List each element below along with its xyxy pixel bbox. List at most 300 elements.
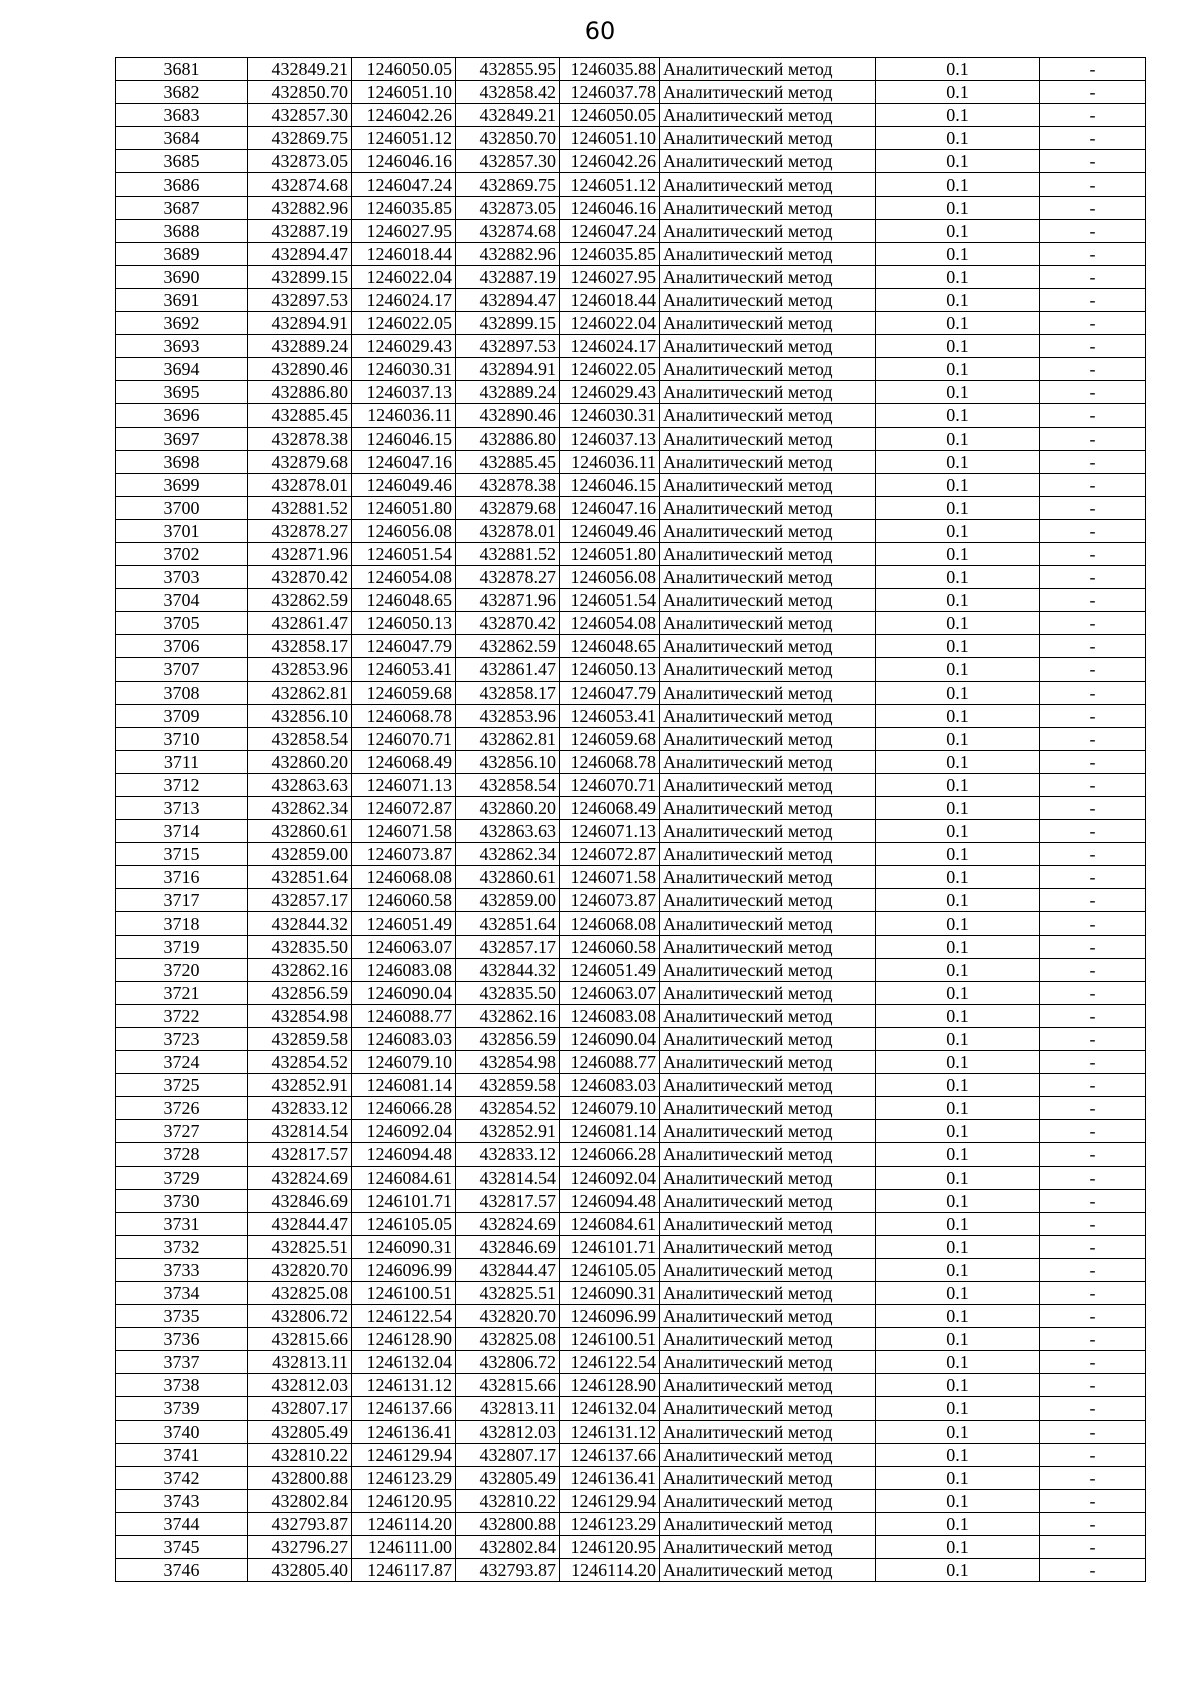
x-start-cell: 432862.59 <box>248 589 352 612</box>
y-end-cell: 1246105.05 <box>560 1258 660 1281</box>
note-cell: - <box>1040 58 1146 81</box>
point-number-cell: 3701 <box>116 519 248 542</box>
note-cell: - <box>1040 958 1146 981</box>
note-cell: - <box>1040 658 1146 681</box>
y-start-cell: 1246022.05 <box>352 312 456 335</box>
y-end-cell: 1246081.14 <box>560 1120 660 1143</box>
point-number-cell: 3697 <box>116 427 248 450</box>
note-cell: - <box>1040 1212 1146 1235</box>
method-cell: Аналитический метод <box>660 589 876 612</box>
method-cell: Аналитический метод <box>660 1374 876 1397</box>
x-start-cell: 432858.54 <box>248 727 352 750</box>
y-end-cell: 1246037.78 <box>560 81 660 104</box>
x-start-cell: 432805.49 <box>248 1420 352 1443</box>
point-number-cell: 3734 <box>116 1281 248 1304</box>
x-start-cell: 432820.70 <box>248 1258 352 1281</box>
y-start-cell: 1246051.54 <box>352 542 456 565</box>
note-cell: - <box>1040 1466 1146 1489</box>
x-end-cell: 432849.21 <box>456 104 560 127</box>
table-row <box>116 727 1146 750</box>
table-row <box>116 450 1146 473</box>
point-number-cell: 3713 <box>116 797 248 820</box>
note-cell: - <box>1040 381 1146 404</box>
y-end-cell: 1246022.05 <box>560 358 660 381</box>
method-cell: Аналитический метод <box>660 1466 876 1489</box>
method-cell: Аналитический метод <box>660 519 876 542</box>
x-end-cell: 432887.19 <box>456 265 560 288</box>
x-start-cell: 432854.52 <box>248 1051 352 1074</box>
x-start-cell: 432862.16 <box>248 958 352 981</box>
y-end-cell: 1246128.90 <box>560 1374 660 1397</box>
method-cell: Аналитический метод <box>660 219 876 242</box>
x-end-cell: 432854.98 <box>456 1051 560 1074</box>
method-cell: Аналитический метод <box>660 196 876 219</box>
x-end-cell: 432889.24 <box>456 381 560 404</box>
method-cell: Аналитический метод <box>660 727 876 750</box>
method-cell: Аналитический метод <box>660 1281 876 1304</box>
x-end-cell: 432850.70 <box>456 127 560 150</box>
accuracy-cell: 0.1 <box>876 889 1040 912</box>
table-row <box>116 1097 1146 1120</box>
note-cell: - <box>1040 773 1146 796</box>
note-cell: - <box>1040 1374 1146 1397</box>
x-end-cell: 432863.63 <box>456 820 560 843</box>
y-end-cell: 1246051.80 <box>560 542 660 565</box>
point-number-cell: 3723 <box>116 1027 248 1050</box>
accuracy-cell: 0.1 <box>876 173 1040 196</box>
y-end-cell: 1246042.26 <box>560 150 660 173</box>
y-end-cell: 1246056.08 <box>560 566 660 589</box>
table-row <box>116 1143 1146 1166</box>
point-number-cell: 3728 <box>116 1143 248 1166</box>
point-number-cell: 3684 <box>116 127 248 150</box>
x-start-cell: 432890.46 <box>248 358 352 381</box>
method-cell: Аналитический метод <box>660 1305 876 1328</box>
table-row <box>116 1559 1146 1582</box>
table-row <box>116 219 1146 242</box>
method-cell: Аналитический метод <box>660 750 876 773</box>
x-start-cell: 432859.58 <box>248 1027 352 1050</box>
table-row <box>116 381 1146 404</box>
x-end-cell: 432825.08 <box>456 1328 560 1351</box>
x-start-cell: 432815.66 <box>248 1328 352 1351</box>
accuracy-cell: 0.1 <box>876 1420 1040 1443</box>
x-end-cell: 432861.47 <box>456 658 560 681</box>
table-row <box>116 1397 1146 1420</box>
table-row <box>116 1305 1146 1328</box>
y-end-cell: 1246070.71 <box>560 773 660 796</box>
method-cell: Аналитический метод <box>660 58 876 81</box>
y-start-cell: 1246096.99 <box>352 1258 456 1281</box>
method-cell: Аналитический метод <box>660 1074 876 1097</box>
x-start-cell: 432856.10 <box>248 704 352 727</box>
x-end-cell: 432856.10 <box>456 750 560 773</box>
y-start-cell: 1246088.77 <box>352 1004 456 1027</box>
note-cell: - <box>1040 1143 1146 1166</box>
x-end-cell: 432860.61 <box>456 866 560 889</box>
point-number-cell: 3703 <box>116 566 248 589</box>
y-end-cell: 1246046.16 <box>560 196 660 219</box>
x-start-cell: 432871.96 <box>248 542 352 565</box>
x-start-cell: 432805.40 <box>248 1559 352 1582</box>
method-cell: Аналитический метод <box>660 935 876 958</box>
table-row <box>116 150 1146 173</box>
y-end-cell: 1246083.08 <box>560 1004 660 1027</box>
x-end-cell: 432857.17 <box>456 935 560 958</box>
x-end-cell: 432820.70 <box>456 1305 560 1328</box>
method-cell: Аналитический метод <box>660 81 876 104</box>
accuracy-cell: 0.1 <box>876 681 1040 704</box>
x-end-cell: 432874.68 <box>456 219 560 242</box>
accuracy-cell: 0.1 <box>876 1212 1040 1235</box>
x-start-cell: 432852.91 <box>248 1074 352 1097</box>
y-end-cell: 1246046.15 <box>560 473 660 496</box>
point-number-cell: 3722 <box>116 1004 248 1027</box>
x-end-cell: 432806.72 <box>456 1351 560 1374</box>
note-cell: - <box>1040 1074 1146 1097</box>
method-cell: Аналитический метод <box>660 288 876 311</box>
y-end-cell: 1246018.44 <box>560 288 660 311</box>
point-number-cell: 3686 <box>116 173 248 196</box>
x-start-cell: 432863.63 <box>248 773 352 796</box>
x-end-cell: 432873.05 <box>456 196 560 219</box>
y-end-cell: 1246051.54 <box>560 589 660 612</box>
point-number-cell: 3712 <box>116 773 248 796</box>
point-number-cell: 3688 <box>116 219 248 242</box>
note-cell: - <box>1040 1328 1146 1351</box>
table-row <box>116 519 1146 542</box>
accuracy-cell: 0.1 <box>876 1305 1040 1328</box>
x-end-cell: 432805.49 <box>456 1466 560 1489</box>
note-cell: - <box>1040 1004 1146 1027</box>
method-cell: Аналитический метод <box>660 1235 876 1258</box>
table-row <box>116 58 1146 81</box>
note-cell: - <box>1040 935 1146 958</box>
accuracy-cell: 0.1 <box>876 404 1040 427</box>
table-row <box>116 1235 1146 1258</box>
accuracy-cell: 0.1 <box>876 1397 1040 1420</box>
method-cell: Аналитический метод <box>660 1328 876 1351</box>
x-end-cell: 432878.01 <box>456 519 560 542</box>
x-start-cell: 432878.01 <box>248 473 352 496</box>
x-start-cell: 432899.15 <box>248 265 352 288</box>
y-start-cell: 1246066.28 <box>352 1097 456 1120</box>
y-end-cell: 1246101.71 <box>560 1235 660 1258</box>
x-start-cell: 432844.47 <box>248 1212 352 1235</box>
y-end-cell: 1246029.43 <box>560 381 660 404</box>
x-end-cell: 432852.91 <box>456 1120 560 1143</box>
x-start-cell: 432897.53 <box>248 288 352 311</box>
x-start-cell: 432874.68 <box>248 173 352 196</box>
x-start-cell: 432812.03 <box>248 1374 352 1397</box>
note-cell: - <box>1040 912 1146 935</box>
x-end-cell: 432853.96 <box>456 704 560 727</box>
accuracy-cell: 0.1 <box>876 1559 1040 1582</box>
table-row <box>116 1536 1146 1559</box>
note-cell: - <box>1040 519 1146 542</box>
y-start-cell: 1246136.41 <box>352 1420 456 1443</box>
table-row <box>116 1489 1146 1512</box>
point-number-cell: 3716 <box>116 866 248 889</box>
y-start-cell: 1246018.44 <box>352 242 456 265</box>
method-cell: Аналитический метод <box>660 981 876 1004</box>
point-number-cell: 3742 <box>116 1466 248 1489</box>
y-start-cell: 1246073.87 <box>352 843 456 866</box>
point-number-cell: 3733 <box>116 1258 248 1281</box>
accuracy-cell: 0.1 <box>876 58 1040 81</box>
accuracy-cell: 0.1 <box>876 935 1040 958</box>
y-start-cell: 1246132.04 <box>352 1351 456 1374</box>
point-number-cell: 3699 <box>116 473 248 496</box>
x-start-cell: 432851.64 <box>248 866 352 889</box>
y-end-cell: 1246132.04 <box>560 1397 660 1420</box>
accuracy-cell: 0.1 <box>876 1328 1040 1351</box>
y-start-cell: 1246120.95 <box>352 1489 456 1512</box>
note-cell: - <box>1040 542 1146 565</box>
table-row <box>116 1120 1146 1143</box>
table-row <box>116 1443 1146 1466</box>
x-start-cell: 432894.91 <box>248 312 352 335</box>
point-number-cell: 3736 <box>116 1328 248 1351</box>
x-end-cell: 432894.47 <box>456 288 560 311</box>
x-start-cell: 432856.59 <box>248 981 352 1004</box>
note-cell: - <box>1040 404 1146 427</box>
note-cell: - <box>1040 1489 1146 1512</box>
y-end-cell: 1246047.24 <box>560 219 660 242</box>
y-start-cell: 1246050.05 <box>352 58 456 81</box>
x-end-cell: 432885.45 <box>456 450 560 473</box>
table-row <box>116 681 1146 704</box>
note-cell: - <box>1040 1235 1146 1258</box>
accuracy-cell: 0.1 <box>876 958 1040 981</box>
method-cell: Аналитический метод <box>660 1212 876 1235</box>
note-cell: - <box>1040 127 1146 150</box>
x-start-cell: 432857.30 <box>248 104 352 127</box>
accuracy-cell: 0.1 <box>876 635 1040 658</box>
table-row <box>116 1420 1146 1443</box>
point-number-cell: 3735 <box>116 1305 248 1328</box>
table-row <box>116 773 1146 796</box>
accuracy-cell: 0.1 <box>876 1466 1040 1489</box>
y-end-cell: 1246022.04 <box>560 312 660 335</box>
accuracy-cell: 0.1 <box>876 288 1040 311</box>
note-cell: - <box>1040 173 1146 196</box>
table-row <box>116 820 1146 843</box>
y-end-cell: 1246051.12 <box>560 173 660 196</box>
table-row <box>116 1166 1146 1189</box>
accuracy-cell: 0.1 <box>876 542 1040 565</box>
accuracy-cell: 0.1 <box>876 1097 1040 1120</box>
y-start-cell: 1246051.80 <box>352 496 456 519</box>
method-cell: Аналитический метод <box>660 542 876 565</box>
accuracy-cell: 0.1 <box>876 1027 1040 1050</box>
x-end-cell: 432835.50 <box>456 981 560 1004</box>
y-start-cell: 1246083.03 <box>352 1027 456 1050</box>
x-start-cell: 432870.42 <box>248 566 352 589</box>
x-start-cell: 432862.81 <box>248 681 352 704</box>
note-cell: - <box>1040 1305 1146 1328</box>
y-end-cell: 1246090.31 <box>560 1281 660 1304</box>
accuracy-cell: 0.1 <box>876 335 1040 358</box>
y-start-cell: 1246024.17 <box>352 288 456 311</box>
y-end-cell: 1246035.88 <box>560 58 660 81</box>
y-end-cell: 1246048.65 <box>560 635 660 658</box>
x-end-cell: 432899.15 <box>456 312 560 335</box>
y-start-cell: 1246022.04 <box>352 265 456 288</box>
y-start-cell: 1246051.12 <box>352 127 456 150</box>
note-cell: - <box>1040 589 1146 612</box>
method-cell: Аналитический метод <box>660 1489 876 1512</box>
x-start-cell: 432854.98 <box>248 1004 352 1027</box>
accuracy-cell: 0.1 <box>876 589 1040 612</box>
note-cell: - <box>1040 889 1146 912</box>
y-end-cell: 1246027.95 <box>560 265 660 288</box>
y-start-cell: 1246046.16 <box>352 150 456 173</box>
x-end-cell: 432860.20 <box>456 797 560 820</box>
x-end-cell: 432833.12 <box>456 1143 560 1166</box>
point-number-cell: 3727 <box>116 1120 248 1143</box>
note-cell: - <box>1040 288 1146 311</box>
x-start-cell: 432825.51 <box>248 1235 352 1258</box>
note-cell: - <box>1040 1512 1146 1535</box>
accuracy-cell: 0.1 <box>876 358 1040 381</box>
accuracy-cell: 0.1 <box>876 242 1040 265</box>
point-number-cell: 3741 <box>116 1443 248 1466</box>
point-number-cell: 3724 <box>116 1051 248 1074</box>
y-start-cell: 1246111.00 <box>352 1536 456 1559</box>
method-cell: Аналитический метод <box>660 704 876 727</box>
note-cell: - <box>1040 1027 1146 1050</box>
y-start-cell: 1246046.15 <box>352 427 456 450</box>
page-number: 60 <box>584 17 616 45</box>
method-cell: Аналитический метод <box>660 1536 876 1559</box>
point-number-cell: 3690 <box>116 265 248 288</box>
note-cell: - <box>1040 242 1146 265</box>
table-row <box>116 1281 1146 1304</box>
y-start-cell: 1246129.94 <box>352 1443 456 1466</box>
y-start-cell: 1246101.71 <box>352 1189 456 1212</box>
note-cell: - <box>1040 450 1146 473</box>
point-number-cell: 3729 <box>116 1166 248 1189</box>
table-row <box>116 658 1146 681</box>
y-start-cell: 1246071.58 <box>352 820 456 843</box>
method-cell: Аналитический метод <box>660 404 876 427</box>
y-start-cell: 1246036.11 <box>352 404 456 427</box>
y-end-cell: 1246084.61 <box>560 1212 660 1235</box>
note-cell: - <box>1040 566 1146 589</box>
x-end-cell: 432878.27 <box>456 566 560 589</box>
x-end-cell: 432793.87 <box>456 1559 560 1582</box>
accuracy-cell: 0.1 <box>876 104 1040 127</box>
table-row <box>116 1189 1146 1212</box>
table-row <box>116 173 1146 196</box>
accuracy-cell: 0.1 <box>876 727 1040 750</box>
point-number-cell: 3694 <box>116 358 248 381</box>
x-end-cell: 432897.53 <box>456 335 560 358</box>
x-start-cell: 432807.17 <box>248 1397 352 1420</box>
accuracy-cell: 0.1 <box>876 473 1040 496</box>
y-end-cell: 1246068.08 <box>560 912 660 935</box>
y-start-cell: 1246094.48 <box>352 1143 456 1166</box>
note-cell: - <box>1040 1559 1146 1582</box>
point-number-cell: 3698 <box>116 450 248 473</box>
method-cell: Аналитический метод <box>660 1027 876 1050</box>
method-cell: Аналитический метод <box>660 1166 876 1189</box>
x-start-cell: 432887.19 <box>248 219 352 242</box>
y-start-cell: 1246051.10 <box>352 81 456 104</box>
table-row <box>116 566 1146 589</box>
accuracy-cell: 0.1 <box>876 427 1040 450</box>
accuracy-cell: 0.1 <box>876 1258 1040 1281</box>
x-end-cell: 432851.64 <box>456 912 560 935</box>
table-row <box>116 750 1146 773</box>
table-row <box>116 358 1146 381</box>
method-cell: Аналитический метод <box>660 335 876 358</box>
table-row <box>116 496 1146 519</box>
method-cell: Аналитический метод <box>660 843 876 866</box>
y-start-cell: 1246060.58 <box>352 889 456 912</box>
table-row <box>116 981 1146 1004</box>
accuracy-cell: 0.1 <box>876 219 1040 242</box>
y-start-cell: 1246117.87 <box>352 1559 456 1582</box>
table-row <box>116 288 1146 311</box>
x-end-cell: 432870.42 <box>456 612 560 635</box>
x-start-cell: 432813.11 <box>248 1351 352 1374</box>
y-start-cell: 1246054.08 <box>352 566 456 589</box>
point-number-cell: 3730 <box>116 1189 248 1212</box>
x-end-cell: 432825.51 <box>456 1281 560 1304</box>
y-start-cell: 1246059.68 <box>352 681 456 704</box>
method-cell: Аналитический метод <box>660 1559 876 1582</box>
x-end-cell: 432802.84 <box>456 1536 560 1559</box>
note-cell: - <box>1040 843 1146 866</box>
x-end-cell: 432878.38 <box>456 473 560 496</box>
method-cell: Аналитический метод <box>660 1120 876 1143</box>
x-end-cell: 432859.58 <box>456 1074 560 1097</box>
point-number-cell: 3745 <box>116 1536 248 1559</box>
x-end-cell: 432854.52 <box>456 1097 560 1120</box>
x-start-cell: 432814.54 <box>248 1120 352 1143</box>
point-number-cell: 3689 <box>116 242 248 265</box>
method-cell: Аналитический метод <box>660 1258 876 1281</box>
x-end-cell: 432869.75 <box>456 173 560 196</box>
accuracy-cell: 0.1 <box>876 496 1040 519</box>
y-end-cell: 1246051.10 <box>560 127 660 150</box>
point-number-cell: 3685 <box>116 150 248 173</box>
y-start-cell: 1246063.07 <box>352 935 456 958</box>
x-start-cell: 432860.20 <box>248 750 352 773</box>
point-number-cell: 3744 <box>116 1512 248 1535</box>
point-number-cell: 3687 <box>116 196 248 219</box>
method-cell: Аналитический метод <box>660 1189 876 1212</box>
y-end-cell: 1246063.07 <box>560 981 660 1004</box>
method-cell: Аналитический метод <box>660 773 876 796</box>
accuracy-cell: 0.1 <box>876 866 1040 889</box>
method-cell: Аналитический метод <box>660 1397 876 1420</box>
method-cell: Аналитический метод <box>660 1004 876 1027</box>
accuracy-cell: 0.1 <box>876 1235 1040 1258</box>
y-end-cell: 1246049.46 <box>560 519 660 542</box>
point-number-cell: 3731 <box>116 1212 248 1235</box>
accuracy-cell: 0.1 <box>876 1004 1040 1027</box>
y-start-cell: 1246068.78 <box>352 704 456 727</box>
table-row <box>116 1351 1146 1374</box>
x-start-cell: 432825.08 <box>248 1281 352 1304</box>
method-cell: Аналитический метод <box>660 358 876 381</box>
note-cell: - <box>1040 1397 1146 1420</box>
y-start-cell: 1246090.04 <box>352 981 456 1004</box>
y-start-cell: 1246035.85 <box>352 196 456 219</box>
